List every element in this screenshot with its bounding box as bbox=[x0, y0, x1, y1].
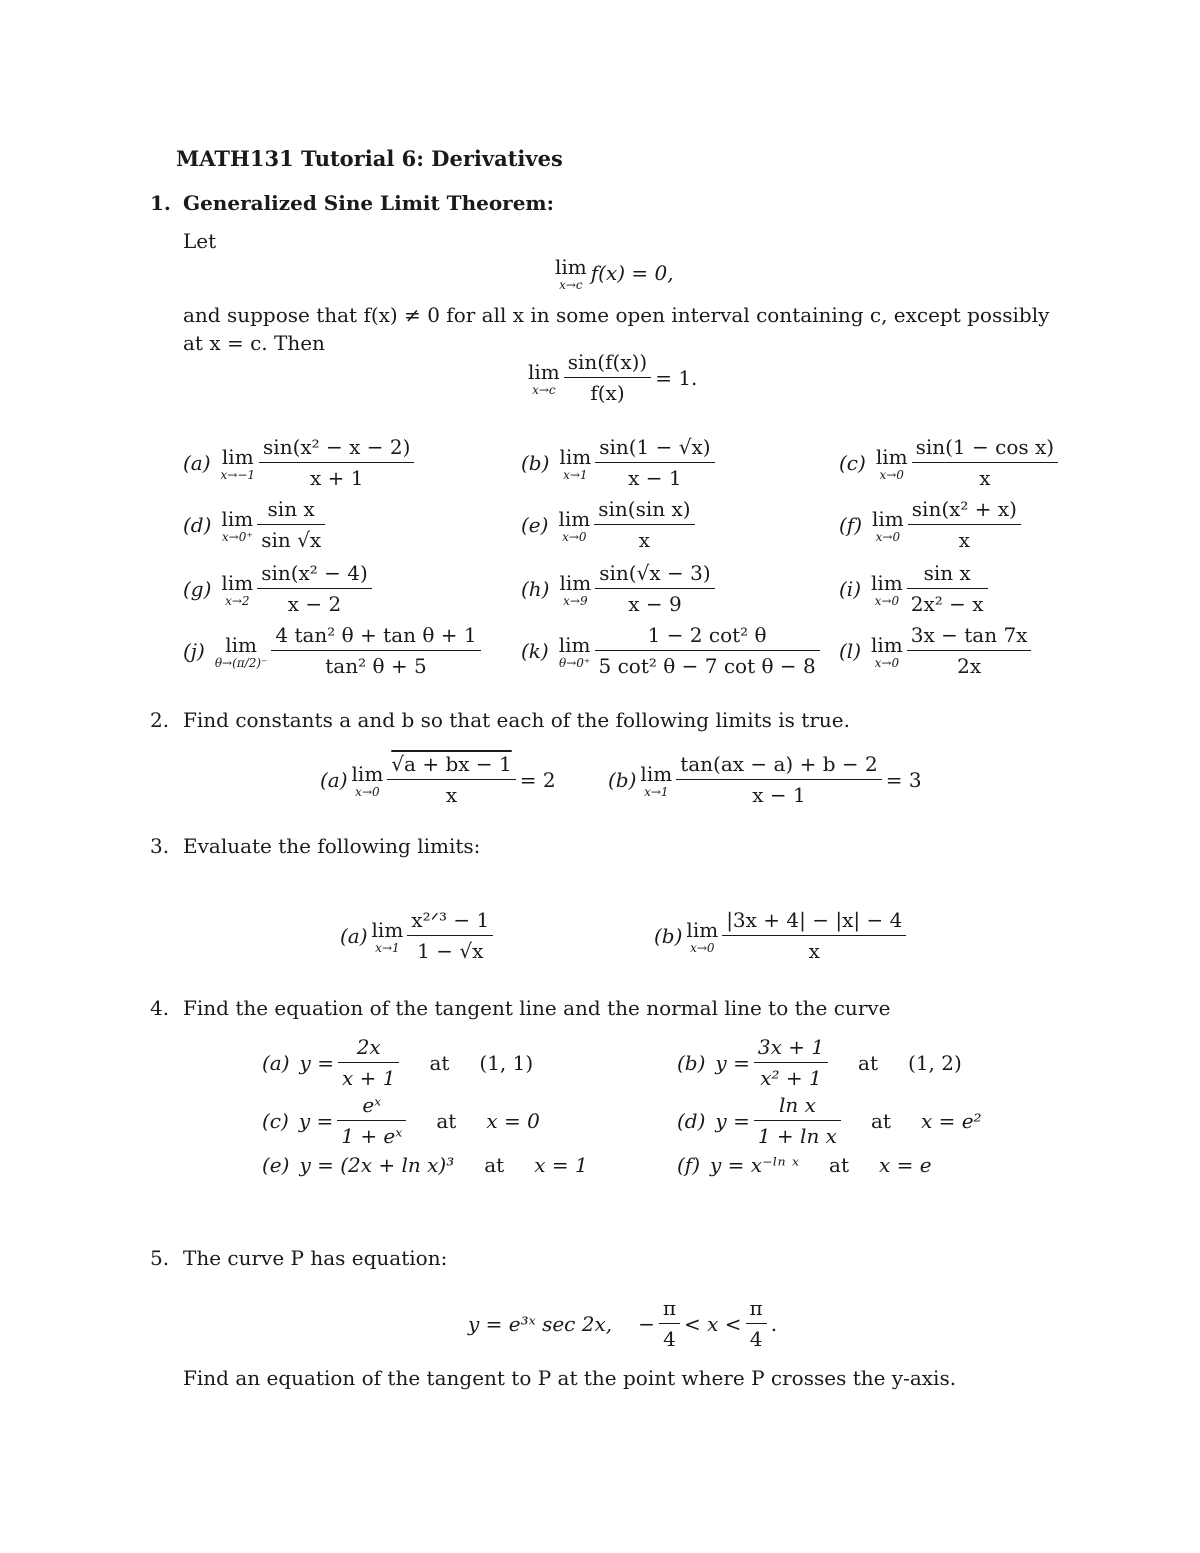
q1-part-i: (i) lim x→0 $\frac{\text{sin x}}{\text{2x² − x}}$ bbox=[839, 561, 988, 616]
q1-part-g: (g) lim x→2 $\frac{\text{sin(x² − 4)}}{x - 2}$ bbox=[183, 561, 372, 616]
q4-part-f: (f) y = x⁻ˡⁿ ˣ at x = e bbox=[677, 1153, 932, 1177]
q1-part-b: (b) lim x→1 $\frac{\sin(1 - √x)}{x - 1}$ bbox=[521, 435, 715, 490]
q1-part-a: (a) lim x→−1 $\frac{\text{sin(x² − x − 2)}}{x + 1}$ bbox=[183, 435, 414, 490]
q1-hypothesis bbox=[555, 255, 674, 291]
hypothesis-expression: f(x) = 0, bbox=[590, 261, 674, 285]
q1-number: 1. bbox=[150, 191, 171, 215]
q5-equation: y = e³ˣ sec 2x, − $\frac{\pi}{4}$ < x < $\frac{\pi}{4}$ . bbox=[468, 1296, 778, 1351]
limit-operator: lim x→c bbox=[528, 359, 560, 397]
q1-part-l: (l) lim x→0 $\frac{3x - \tan 7x}{2x}$ bbox=[839, 623, 1031, 678]
q1-let: Let bbox=[183, 229, 217, 253]
q1-condition-line2: at x = c. Then bbox=[183, 331, 325, 355]
q3-part-a: (a) lim x→1 $\frac{\text{x²ᐟ³ − 1}}{1 - √x}$ bbox=[340, 908, 493, 963]
q3-part-b: (b) lim x→0 $\frac{|3x + 4| - |x| - 4}{x}$ bbox=[654, 908, 906, 963]
q2-text: Find constants a and b so that each of the following limits is true. bbox=[183, 708, 850, 732]
q1-part-e: (e) lim x→0 $\frac{\text{sin(sin x)}}{x}$ bbox=[521, 497, 695, 552]
q2-number: 2. bbox=[150, 708, 170, 732]
q1-heading: Generalized Sine Limit Theorem: bbox=[183, 191, 554, 215]
q1-conclusion bbox=[528, 350, 697, 405]
page-title: MATH131 Tutorial 6: Derivatives bbox=[176, 146, 563, 171]
q5-final: Find an equation of the tangent to P at the point where P crosses the y-axis. bbox=[183, 1366, 957, 1390]
q2-part-a: (a) lim x→0 $\frac{√a + bx - 1}{x}$ = 2 bbox=[320, 752, 556, 807]
q4-text: Find the equation of the tangent line and the normal line to the curve bbox=[183, 996, 891, 1020]
q4-part-d: (d) y = $\frac{\text{ln x}}{\text{1 + ln x}}$ at x = e² bbox=[677, 1093, 982, 1148]
q1-part-d: (d) lim x→0⁺ $\frac{\text{sin x}}{\sin √x}$ bbox=[183, 497, 325, 552]
q5-text: The curve P has equation: bbox=[183, 1246, 448, 1270]
q1-part-j: (j) lim θ→(π/2)⁻ $\frac{\text{4 tan² θ + tan θ + 1}}{\text{tan² θ + 5}}$ bbox=[183, 623, 481, 678]
q1-part-c: (c) lim x→0 $\frac{\text{sin(1 − cos x)}}{x}$ bbox=[839, 435, 1058, 490]
q4-part-a: (a) y = $\frac{2x}{x + 1}$ at (1, 1) bbox=[262, 1035, 534, 1090]
q4-part-c: (c) y = $\frac{\text{eˣ}}{\text{1 + eˣ}}$ at x = 0 bbox=[262, 1093, 540, 1148]
q4-part-b: (b) y = $\frac{3x + 1}{\text{x² + 1}}$ at (1, 2) bbox=[677, 1035, 962, 1090]
q1-part-k: (k) lim θ→0⁺ $\frac{\text{1 − 2 cot² θ}}{\text{5 cot² θ − 7 cot θ − 8}}$ bbox=[521, 623, 820, 678]
q3-number: 3. bbox=[150, 834, 170, 858]
q1-parts-grid bbox=[183, 435, 1083, 685]
q1-part-f: (f) lim x→0 $\frac{\text{sin(x² + x)}}{x}$ bbox=[839, 497, 1021, 552]
q4-part-e: (e) y = (2x + ln x)³ at x = 1 bbox=[262, 1153, 588, 1177]
q3-text: Evaluate the following limits: bbox=[183, 834, 481, 858]
conclusion-rhs: = 1. bbox=[655, 365, 698, 390]
q5-number: 5. bbox=[150, 1246, 170, 1270]
q1-part-h: (h) lim x→9 $\frac{\sin(√x - 3)}{x - 9}$ bbox=[521, 561, 715, 616]
conclusion-fraction: $\frac{\sin(f(x))}{f(x)}$ bbox=[564, 350, 651, 405]
q5-pi-over-4: $\frac{\pi}{4}$ bbox=[746, 1296, 767, 1351]
q1-condition-line1: and suppose that f(x) ≠ 0 for all x in some open interval containing c, except possibly bbox=[183, 303, 1050, 327]
q5-neg-pi-over-4: $\frac{\pi}{4}$ bbox=[659, 1296, 680, 1351]
limit-operator: lim x→c bbox=[555, 255, 587, 292]
q5-eq-left: y = e³ˣ sec 2x, bbox=[468, 1311, 613, 1336]
q4-number: 4. bbox=[150, 996, 170, 1020]
q2-part-b: (b) lim x→1 $\frac{\tan(ax - a) + b - 2}{x - 1}$ = 3 bbox=[608, 752, 922, 807]
